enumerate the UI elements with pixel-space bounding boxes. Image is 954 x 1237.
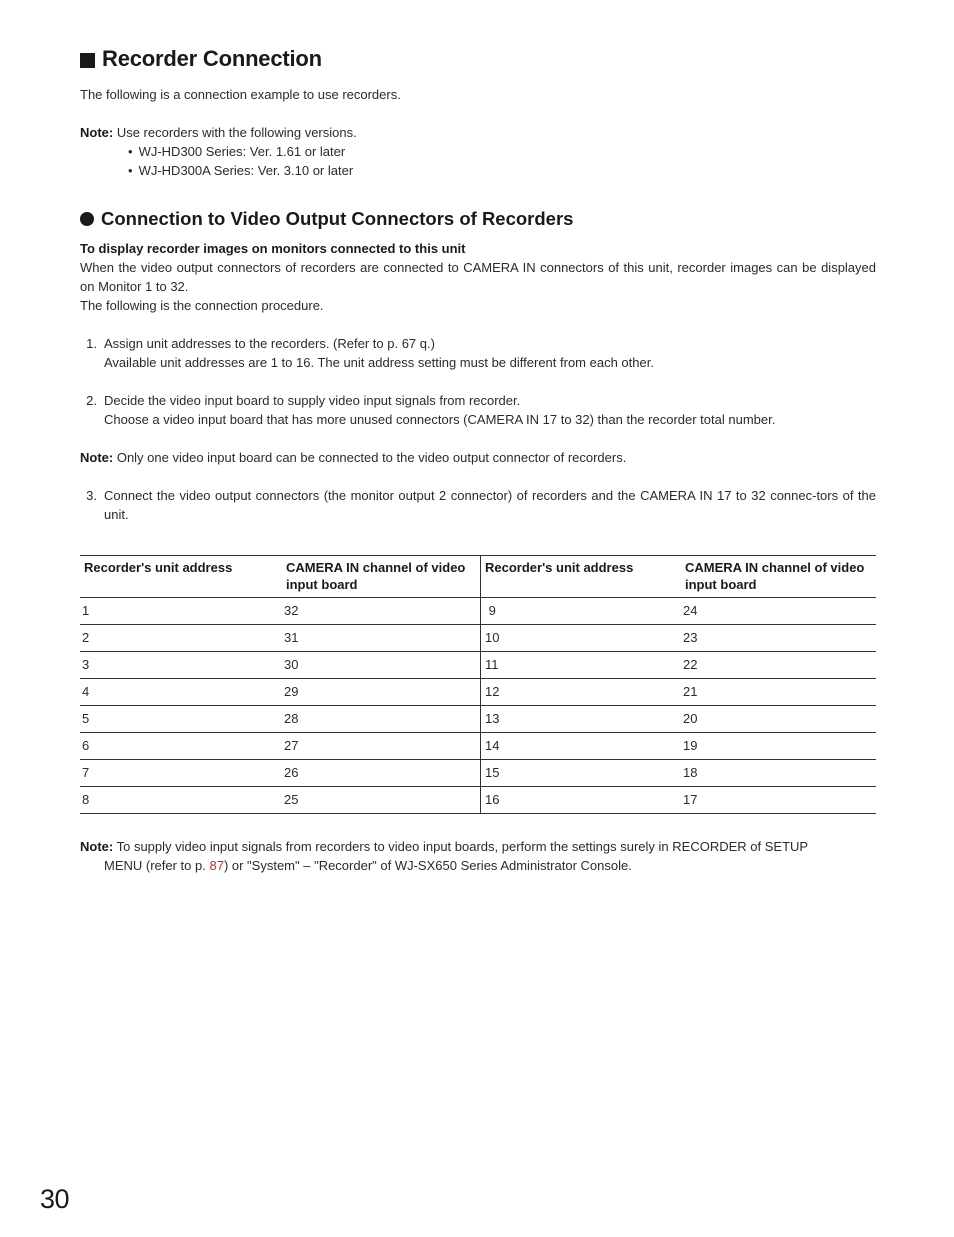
note-text: Use recorders with the following versions.	[113, 125, 357, 140]
steps-list	[80, 334, 876, 372]
table-cell: 6	[80, 733, 282, 760]
table-cell: 19	[681, 733, 876, 760]
table-cell: 21	[681, 679, 876, 706]
subsection-title	[80, 208, 876, 230]
table-cell: 2	[80, 625, 282, 652]
table-row	[80, 652, 876, 679]
bullet-dot-icon: •	[128, 163, 133, 178]
steps-list	[80, 391, 876, 429]
table-cell: 31	[282, 625, 481, 652]
table-cell: 26	[282, 760, 481, 787]
section-title	[80, 46, 876, 72]
table-header: CAMERA IN channel of video input board	[681, 556, 876, 598]
table-header-row	[80, 556, 876, 598]
table-cell: 14	[481, 733, 682, 760]
table-row	[80, 787, 876, 814]
square-bullet-icon	[80, 53, 95, 68]
note-one-board: Note: Only one video input board can be connected to the video output connector of recorders.	[80, 450, 627, 465]
list-item: • WJ-HD300A Series: Ver. 3.10 or later	[128, 163, 354, 178]
table-cell: 28	[282, 706, 481, 733]
table-row	[80, 625, 876, 652]
table-cell: 5	[80, 706, 282, 733]
bold-heading: To display recorder images on monitors connected to this unit	[80, 241, 466, 256]
table-cell: 16	[481, 787, 682, 814]
table-cell: 9	[481, 598, 682, 625]
table-header: CAMERA IN channel of video input board	[282, 556, 481, 598]
step-item: 1. Assign unit addresses to the recorders. (Refer to p. 67 q.) Available unit addresses are 1 to 16. The unit address setting must be different from each other.	[86, 336, 654, 370]
table-cell: 10	[481, 625, 682, 652]
note-label: Note:	[80, 125, 114, 140]
page-content	[80, 46, 876, 875]
step-item: 3. Connect the video output connectors (the monitor output 2 connector) of recorders and the CAMERA IN 17 to 32 connec-tors of the unit.	[86, 488, 876, 522]
table-cell: 11	[481, 652, 682, 679]
list-item: • WJ-HD300 Series: Ver. 1.61 or later	[128, 144, 346, 159]
table-header: Recorder's unit address	[80, 556, 282, 598]
table-cell: 25	[282, 787, 481, 814]
table-cell: 17	[681, 787, 876, 814]
procedure-intro: The following is the connection procedure.	[80, 298, 324, 313]
steps-list	[80, 486, 876, 524]
final-note: Note: To supply video input signals from recorders to video input boards, perform the settings surely in RECORDER of SETUP MENU (refer to p. 87) or "System" – "Recorder" of WJ-SX650 Series Administrator Console.	[80, 839, 809, 873]
table-cell: 27	[282, 733, 481, 760]
table-cell: 29	[282, 679, 481, 706]
table-row	[80, 598, 876, 625]
note-versions	[80, 123, 876, 142]
step-item: 2. Decide the video input board to supply video input signals from recorder. Choose a video input board that has more unused connectors (CAMERA IN 17 to 32) than the recorder total number.	[86, 393, 776, 427]
table-cell: 24	[681, 598, 876, 625]
table-header: Recorder's unit address	[481, 556, 682, 598]
table-cell: 4	[80, 679, 282, 706]
table-row	[80, 733, 876, 760]
table-cell: 1	[80, 598, 282, 625]
table-cell: 7	[80, 760, 282, 787]
table-cell: 15	[481, 760, 682, 787]
table-cell: 30	[282, 652, 481, 679]
table-cell: 20	[681, 706, 876, 733]
description-paragraph: When the video output connectors of recorders are connected to CAMERA IN connectors of this unit, recorder images can be displayed on Monitor 1 to 32.	[80, 260, 876, 294]
intro-text: The following is a connection example to use recorders.	[80, 87, 401, 102]
table-cell: 12	[481, 679, 682, 706]
table-cell: 3	[80, 652, 282, 679]
table-cell: 32	[282, 598, 481, 625]
table-cell: 13	[481, 706, 682, 733]
table-cell: 22	[681, 652, 876, 679]
page-reference-link[interactable]: 87	[209, 858, 224, 873]
address-channel-table	[80, 555, 876, 814]
circle-bullet-icon	[80, 212, 94, 226]
page-number: 30	[40, 1184, 70, 1214]
table-cell: 23	[681, 625, 876, 652]
table-row	[80, 760, 876, 787]
version-list	[80, 142, 876, 180]
table-cell: 8	[80, 787, 282, 814]
table-cell: 18	[681, 760, 876, 787]
bullet-dot-icon: •	[128, 144, 133, 159]
table-row	[80, 706, 876, 733]
section-title-text: Recorder Connection	[102, 46, 322, 71]
subsection-title-text: Connection to Video Output Connectors of Recorders	[101, 208, 574, 229]
table-row	[80, 679, 876, 706]
